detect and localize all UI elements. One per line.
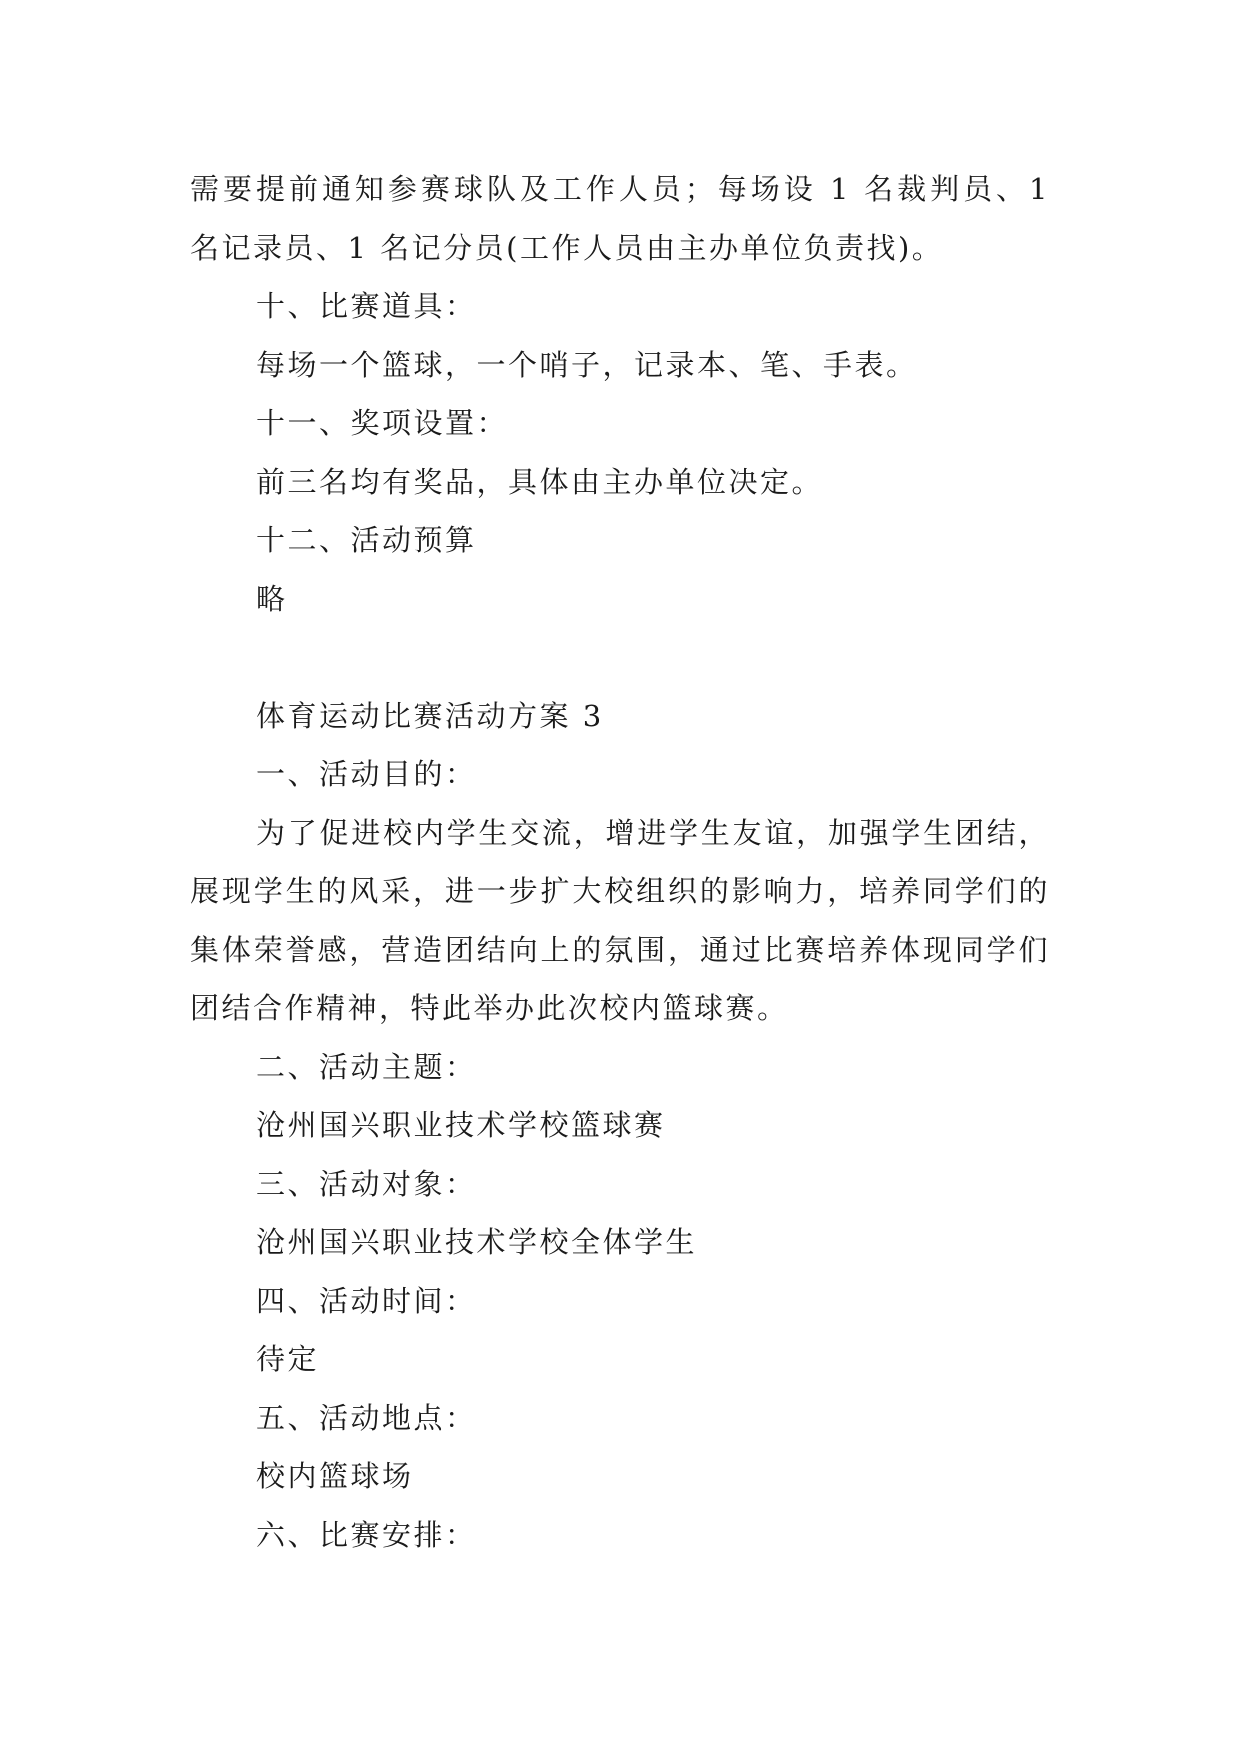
- heading-schedule: 六、比赛安排：: [256, 1517, 477, 1552]
- heading-location: 五、活动地点：: [256, 1400, 477, 1435]
- heading-awards: 十一、奖项设置：: [256, 406, 509, 440]
- paragraph-budget: 略: [256, 581, 288, 616]
- heading-theme: 二、活动主题：: [256, 1049, 477, 1084]
- paragraph-time: 待定: [256, 1342, 320, 1376]
- heading-participants: 三、活动对象：: [256, 1166, 477, 1201]
- heading-time: 四、活动时间：: [256, 1283, 477, 1318]
- heading-equipment: 十、比赛道具：: [256, 289, 477, 323]
- paragraph-staff-notice: 需要提前通知参赛球队及工作人员；每场设 1 名裁判员、1 名记录员、1 名记分员(工作人员由主办单位负责找)。: [190, 172, 1050, 265]
- paragraph-participants: 沧州国兴职业技术学校全体学生: [256, 1225, 698, 1259]
- paragraph-awards: 前三名均有奖品，具体由主办单位决定。: [256, 464, 824, 499]
- section-title: 体育运动比赛活动方案 3: [256, 698, 604, 733]
- heading-budget: 十二、活动预算: [256, 523, 477, 557]
- blank-line: [190, 628, 1050, 687]
- heading-purpose: 一、活动目的：: [256, 757, 477, 791]
- paragraph-theme: 沧州国兴职业技术学校篮球赛: [256, 1108, 666, 1142]
- paragraph-equipment: 每场一个篮球，一个哨子，记录本、笔、手表。: [256, 347, 918, 382]
- paragraph-purpose: 为了促进校内学生交流，增进学生友谊，加强学生团结，展现学生的风采，进一步扩大校组织的影响力，培养同学们的集体荣誉感，营造团结向上的氛围，通过比赛培养体现同学们团结合作精神，特此举办此次校内篮球赛。: [190, 815, 1050, 1025]
- document-body: [190, 160, 1050, 1564]
- paragraph-location: 校内篮球场: [256, 1459, 414, 1493]
